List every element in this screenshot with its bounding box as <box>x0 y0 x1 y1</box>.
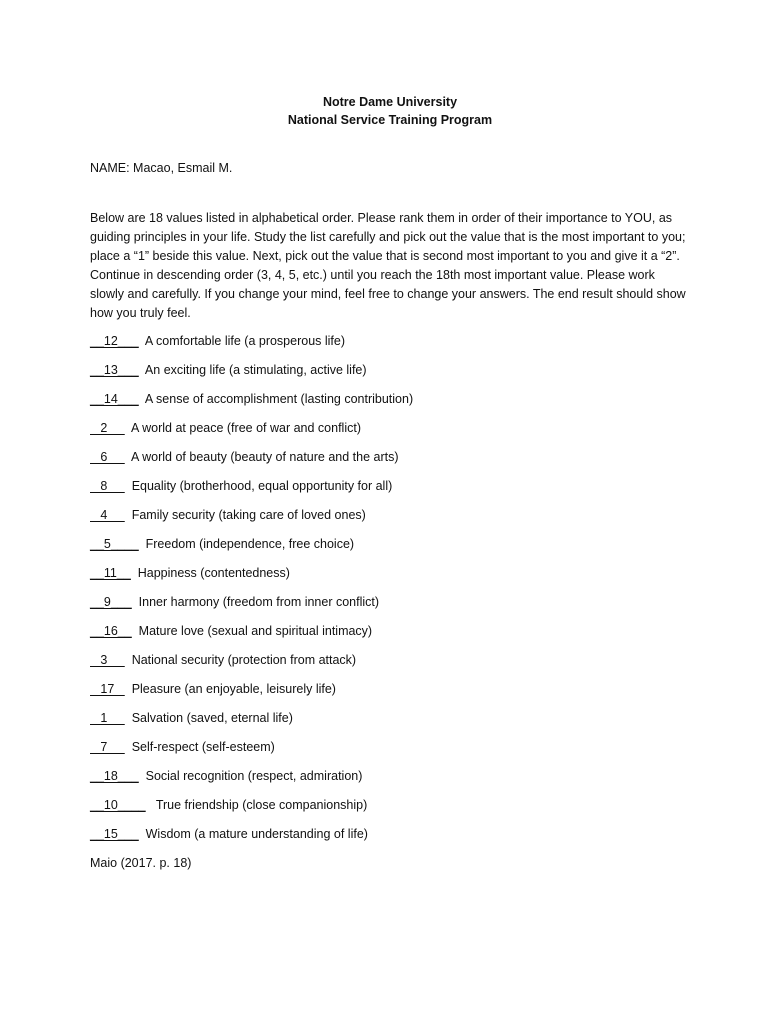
value-row <box>90 796 690 825</box>
value-row <box>90 767 690 796</box>
value-label: Family security (taking care of loved ones) <box>124 508 366 523</box>
value-rank: 8 <box>90 479 125 494</box>
value-label: Equality (brotherhood, equal opportunity for all) <box>124 479 393 494</box>
value-row <box>90 390 690 419</box>
value-rank: __15___ <box>90 827 139 842</box>
value-label: Pleasure (an enjoyable, leisurely life) <box>124 682 336 697</box>
value-row <box>90 419 690 448</box>
value-rank: 1 <box>90 711 125 726</box>
value-label: Self-respect (self-esteem) <box>124 740 275 755</box>
document-page <box>90 93 690 872</box>
value-rank: __16__ <box>90 624 132 639</box>
value-rank: __13___ <box>90 363 139 378</box>
value-row <box>90 332 690 361</box>
value-row <box>90 535 690 564</box>
value-label: Social recognition (respect, admiration) <box>138 769 363 784</box>
value-row <box>90 651 690 680</box>
value-label: A world at peace (free of war and conflict) <box>124 421 361 436</box>
value-label: National security (protection from attack) <box>124 653 357 668</box>
value-label: A world of beauty (beauty of nature and the arts) <box>124 450 399 465</box>
value-rank: __5____ <box>90 537 139 552</box>
value-label: Inner harmony (freedom from inner conflict) <box>131 595 380 610</box>
value-label: A comfortable life (a prosperous life) <box>138 334 346 349</box>
value-label: Mature love (sexual and spiritual intimacy) <box>131 624 373 639</box>
value-row <box>90 361 690 390</box>
value-row <box>90 622 690 651</box>
value-label: Salvation (saved, eternal life) <box>124 711 293 726</box>
value-rank: 17 <box>90 682 125 697</box>
value-rank: __14___ <box>90 392 139 407</box>
value-label: A sense of accomplishment (lasting contribution) <box>138 392 414 407</box>
value-row <box>90 680 690 709</box>
value-row <box>90 506 690 535</box>
value-label: An exciting life (a stimulating, active life) <box>138 363 367 378</box>
value-rank: 2 <box>90 421 125 436</box>
instructions-paragraph: Below are 18 values listed in alphabetical order. Please rank them in order of their importance to YOU, as guiding principles in your life. Study the list carefully and pick out the value that is the most important to you; place a “1” beside this value. Next, pick out the value that is second most important to you and give it a “2”. Continue in descending order (3, 4, 5, etc.) until you reach the 18th most important value. Please work slowly and carefully. If you change your mind, feel free to change your answers. The end result should show how you truly feel. <box>90 211 686 320</box>
values-list <box>90 332 690 854</box>
student-name: NAME: Macao, Esmail M. <box>90 161 233 175</box>
value-rank: 3 <box>90 653 125 668</box>
value-label: True friendship (close companionship) <box>145 798 368 813</box>
value-row <box>90 709 690 738</box>
value-rank: 4 <box>90 508 125 523</box>
value-row <box>90 593 690 622</box>
document-header <box>90 93 690 129</box>
value-rank: 6 <box>90 450 125 465</box>
value-rank: __10____ <box>90 798 146 813</box>
value-label: Happiness (contentedness) <box>130 566 290 581</box>
university-title: Notre Dame University <box>322 95 458 109</box>
value-rank: __9___ <box>90 595 132 610</box>
citation: Maio (2017. p. 18) <box>90 856 192 871</box>
value-rank: __11__ <box>90 566 131 581</box>
value-rank: 7 <box>90 740 125 755</box>
value-rank: __12___ <box>90 334 139 349</box>
value-row <box>90 738 690 767</box>
value-row <box>90 477 690 506</box>
value-row <box>90 564 690 593</box>
value-label: Freedom (independence, free choice) <box>138 537 355 552</box>
value-row <box>90 448 690 477</box>
value-row <box>90 825 690 854</box>
value-rank: __18___ <box>90 769 139 784</box>
program-title: National Service Training Program <box>287 113 493 127</box>
value-label: Wisdom (a mature understanding of life) <box>138 827 368 842</box>
